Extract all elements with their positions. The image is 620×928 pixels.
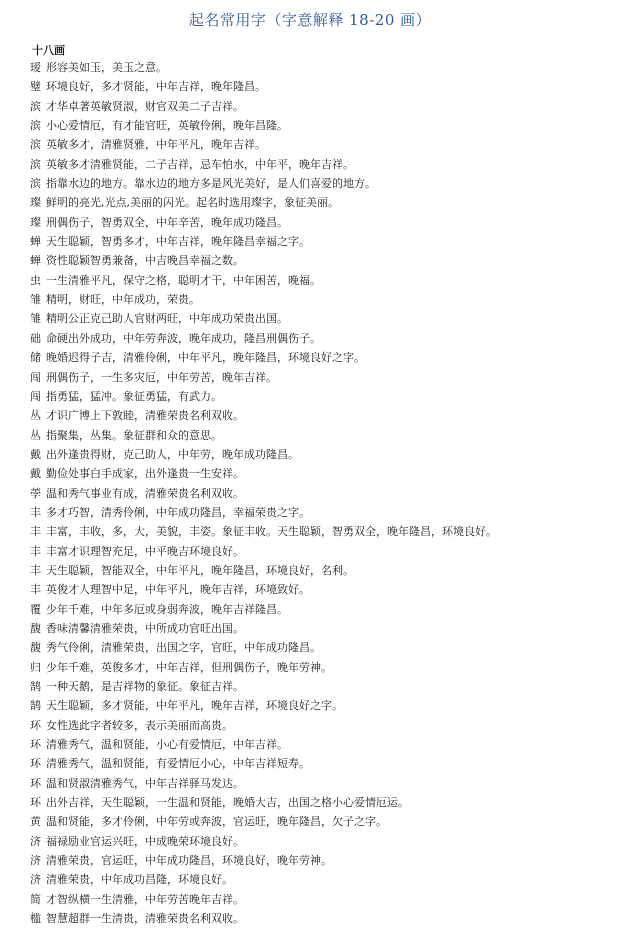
list-item: [30, 406, 615, 425]
entry-char: 戴: [30, 447, 41, 461]
entry-text: 晚婚迟得子吉，清雅伶俐，中年平凡，晚年隆昌，环境良好之字。: [46, 351, 365, 365]
entry-text: 天生聪颖，多才贤能，中年平凡，晚年吉祥，环境良好之字。: [46, 699, 343, 713]
entry-char: 璨: [30, 196, 41, 210]
section-heading: 十八画: [32, 44, 65, 57]
entry-char: 环: [30, 796, 41, 810]
entry-text: 香味清馨清雅荣贵，中所成功官旺出国。: [46, 621, 244, 635]
list-item: [30, 464, 615, 483]
list-item: [30, 735, 615, 754]
entry-char: 馥: [30, 641, 41, 655]
entry-text: 福禄励业官运兴旺，中成晚荣环境良好。: [46, 834, 244, 848]
entry-char: 戴: [30, 467, 41, 481]
entry-char: 环: [30, 738, 41, 752]
entry-char: 槛: [30, 912, 41, 926]
entry-list: [30, 58, 615, 928]
entry-char: 鹄: [30, 699, 41, 713]
entry-text: 清雅荣贵，官运旺，中年成功隆昌，环境良好，晚年劳神。: [46, 854, 332, 868]
list-item: [30, 232, 615, 251]
entry-char: 滨: [30, 119, 41, 133]
entry-text: 指靠水边的地方。靠水边的地方多是风光美好，是人们喜爱的地方。: [46, 177, 376, 191]
entry-char: 础: [30, 331, 41, 345]
entry-char: 归: [30, 660, 41, 674]
entry-char: 覆: [30, 602, 41, 616]
entry-text: 指勇猛，猛冲。象征勇猛，有武力。: [46, 389, 222, 403]
entry-char: 闯: [30, 389, 41, 403]
entry-text: 环境良好，多才贤能，中年吉祥，晚年隆昌。: [46, 80, 266, 94]
list-item: [30, 174, 615, 193]
entry-text: 少年千难，中年多厄或身弱奔波，晚年吉祥隆昌。: [46, 602, 288, 616]
list-item: [30, 213, 615, 232]
entry-text: 勤俭处事白手成家，出外逢贵一生安祥。: [46, 467, 244, 481]
entry-char: 丰: [30, 505, 41, 519]
entry-char: 蝉: [30, 235, 41, 249]
list-item: [30, 348, 615, 367]
entry-char: 蝉: [30, 254, 41, 268]
list-item: [30, 890, 615, 909]
entry-char: 环: [30, 718, 41, 732]
entry-text: 英俊才人理智中足，中年平凡，晚年吉祥，环境致好。: [46, 583, 310, 597]
list-item: [30, 832, 615, 851]
list-item: [30, 716, 615, 735]
entry-char: 雏: [30, 293, 41, 307]
list-item: [30, 271, 615, 290]
list-item: [30, 445, 615, 464]
list-item: [30, 309, 615, 328]
list-item: [30, 193, 615, 212]
entry-char: 储: [30, 351, 41, 365]
entry-char: 虫: [30, 273, 41, 287]
entry-char: 鹄: [30, 680, 41, 693]
list-item: [30, 909, 615, 928]
list-item: [30, 600, 615, 619]
list-item: [30, 97, 615, 116]
list-item: [30, 522, 615, 541]
entry-char: 瑷: [30, 61, 41, 74]
list-item: [30, 503, 615, 522]
entry-char: 济: [30, 854, 41, 868]
entry-text: 形容美如玉，美玉之意。: [46, 61, 167, 74]
entry-text: 才智纵横一生清雅，中年劳苦晚年吉祥。: [46, 892, 244, 906]
entry-text: 指聚集，丛集。象征群和众的意思。: [46, 428, 222, 442]
entry-text: 才华卓著英敏贤淑，财官双美二子吉祥。: [46, 99, 244, 113]
list-item: [30, 870, 615, 889]
list-item: [30, 619, 615, 638]
list-item: [30, 658, 615, 677]
list-item: [30, 812, 615, 831]
entry-text: 清雅秀气，温和贤能，小心有爱情厄，中年吉祥。: [46, 738, 288, 752]
entry-char: 滨: [30, 177, 41, 191]
entry-text: 一生清雅平凡，保守之格，聪明才干，中年困苦，晚福。: [46, 273, 321, 287]
entry-char: 闯: [30, 370, 41, 384]
entry-text: 秀气伶俐，清雅荣贵，出国之字，官旺，中年成功隆昌。: [46, 641, 321, 655]
list-item: [30, 387, 615, 406]
entry-text: 一种天鹅，是吉祥物的象征。象征吉祥。: [46, 680, 244, 693]
entry-char: 璨: [30, 215, 41, 229]
list-item: [30, 638, 615, 657]
list-item: [30, 58, 615, 77]
entry-char: 丛: [30, 409, 41, 423]
list-item: [30, 116, 615, 135]
entry-text: 智慧超群一生清贵，清雅荣贵名利双收。: [46, 912, 244, 926]
list-item: [30, 290, 615, 309]
entry-text: 天生聪颖，智能双全，中年平凡，晚年隆昌，环境良好，名利。: [46, 563, 354, 577]
list-item: [30, 851, 615, 870]
entry-char: 滨: [30, 138, 41, 152]
entry-char: 丰: [30, 525, 41, 539]
entry-text: 才识广博上下敦睦，清雅荣贵名利双收。: [46, 409, 244, 423]
entry-text: 女性选此字者较多，表示美丽而高贵。: [46, 718, 233, 732]
entry-char: 滨: [30, 99, 41, 113]
entry-text: 天生聪颖，智勇多才，中年吉祥，晚年隆昌幸福之字。: [46, 235, 310, 249]
list-item: [30, 542, 615, 561]
list-item: [30, 561, 615, 580]
entry-char: 济: [30, 873, 41, 887]
entry-char: 丛: [30, 428, 41, 442]
page-title: 起名常用字（字意解释 18-20 画）: [188, 11, 432, 29]
entry-text: 少年千难，英俊多才，中年吉祥，但刑偶伤子，晚年劳神。: [46, 660, 332, 674]
entry-char: 雏: [30, 312, 41, 326]
entry-text: 命硬出外成功，中年劳奔波，晚年成功，隆昌刑偶伤子。: [46, 331, 321, 345]
entry-text: 温和贤能，多才伶俐，中年劳或奔波，官运旺，晚年隆昌，欠子之字。: [46, 815, 387, 829]
entry-char: 荸: [30, 486, 41, 500]
list-item: [30, 793, 615, 812]
list-item: [30, 251, 615, 270]
entry-text: 刑偶伤子，一生多灾厄，中年劳苦，晚年吉祥。: [46, 370, 277, 384]
list-item: [30, 677, 615, 696]
entry-text: 精明，财旺，中年成功，荣贵。: [46, 293, 200, 307]
list-item: [30, 696, 615, 715]
entry-text: 英敏多才清雅贤能，二子吉祥，忌车怕水，中年平，晚年吉祥。: [46, 157, 354, 171]
entry-char: 环: [30, 776, 41, 790]
entry-char: 璧: [30, 80, 41, 94]
list-item: [30, 580, 615, 599]
entry-text: 出外吉祥，天生聪颖，一生温和贤能，晚婚大吉，出国之格小心爱情厄运。: [46, 796, 409, 810]
list-item: [30, 135, 615, 154]
list-item: [30, 426, 615, 445]
entry-text: 丰富才识理智充足，中平晚吉环境良好。: [46, 544, 244, 558]
list-item: [30, 774, 615, 793]
entry-text: 英敏多才，清雅贤雅，中年平凡，晚年吉祥。: [46, 138, 266, 152]
entry-text: 出外逢贵得财，克己助人，中年劳，晚年成功隆昌。: [46, 447, 299, 461]
entry-text: 小心爱情厄，有才能官旺，英敏伶俐，晚年昌隆。: [46, 119, 288, 133]
list-item: [30, 77, 615, 96]
list-item: [30, 754, 615, 773]
entry-text: 温和秀气事业有成，清雅荣贵名利双收。: [46, 486, 244, 500]
entry-text: 精明公正克己助人官财两旺，中年成功荣贵出国。: [46, 312, 288, 326]
entry-text: 刑偶伤子，智勇双全，中年辛苦，晚年成功隆昌。: [46, 215, 288, 229]
entry-char: 简: [30, 892, 41, 906]
entry-char: 丰: [30, 583, 41, 597]
entry-text: 清雅荣贵，中年成功昌隆，环境良好。: [46, 873, 233, 887]
entry-text: 清雅秀气，温和贤能，有爱情厄小心，中年吉祥短寿。: [46, 757, 310, 771]
entry-char: 丰: [30, 544, 41, 558]
entry-char: 丰: [30, 563, 41, 577]
list-item: [30, 484, 615, 503]
list-item: [30, 155, 615, 174]
entry-text: 丰富，丰收，多，大，美貌，丰姿。象征丰收。天生聪颖，智勇双全，晚年隆昌，环境良好。: [46, 525, 497, 539]
entry-text: 多才巧智，清秀伶俐，中年成功隆昌，幸福荣贵之字。: [46, 505, 310, 519]
entry-text: 鲜明的亮光,光点,美丽的闪光。起名时选用璨字，象征美丽。: [46, 196, 339, 210]
list-item: [30, 329, 615, 348]
entry-char: 济: [30, 834, 41, 848]
entry-char: 滨: [30, 157, 41, 171]
entry-char: 环: [30, 757, 41, 771]
list-item: [30, 368, 615, 387]
entry-char: 黄: [30, 815, 41, 829]
entry-text: 资性聪颖智勇兼备，中吉晚昌幸福之数。: [46, 254, 244, 268]
entry-text: 温和贤淑清雅秀气，中年吉祥驿马发达。: [46, 776, 244, 790]
entry-char: 馥: [30, 621, 41, 635]
